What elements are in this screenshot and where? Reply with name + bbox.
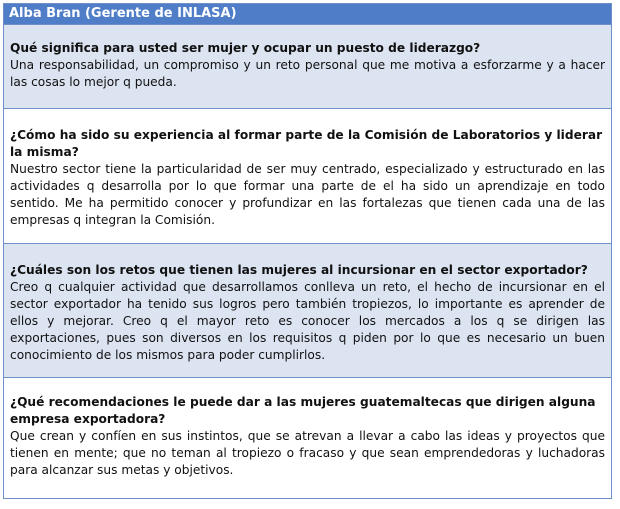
qa-row-challenges [4,243,611,377]
table-header: Alba Bran (Gerente de INLASA) [4,4,611,25]
question-text: ¿Qué recomendaciones le puede dar a las mujeres guatemaltecas que dirigen alguna empresa exportadora? [10,395,596,426]
answer-text: Nuestro sector tiene la particularidad de ser muy centrado, especializado y estructurado en las actividades q desarrolla por lo que formar una parte de el ha sido un aprendizaje en todo sentido. Me ha permitido conocer y profundizar en las fortalezas que tienen cada una de las empresas q integran la Comisión. [10,162,605,227]
qa-row-recommendations [4,377,611,498]
interview-table [3,3,612,499]
question-text: ¿Cómo ha sido su experiencia al formar parte de la Comisión de Laboratorios y liderar la misma? [10,128,603,159]
answer-text: Creo q cualquier actividad que desarrollamos conlleva un reto, el hecho de incursionar en el sector exportador ha tenido sus logros pero también tropiezos, lo importante es aprender de ellos y mejorar. Creo q el mayor reto es conocer los mercados a los q se dirigen las exportaciones, pues son diversos en los requisitos q piden por lo que es necesario un buen conocimiento de los mismos para poder cumplirlos. [10,280,605,362]
answer-text: Que crean y confíen en sus instintos, que se atrevan a llevar a cabo las ideas y proyectos que tienen en mente; que no teman al tropiezo o fracaso y que sean emprendedoras y luchadoras para alcanzar sus metas y objetivos. [10,429,605,477]
question-text: Qué significa para usted ser mujer y ocupar un puesto de liderazgo? [10,41,481,55]
qa-row-experience [4,108,611,243]
qa-row-leadership [4,25,611,108]
question-text: ¿Cuáles son los retos que tienen las mujeres al incursionar en el sector exportador? [10,263,588,277]
answer-text: Una responsabilidad, un compromiso y un reto personal que me motiva a esforzarme y a hacer las cosas lo mejor q pueda. [10,58,605,89]
